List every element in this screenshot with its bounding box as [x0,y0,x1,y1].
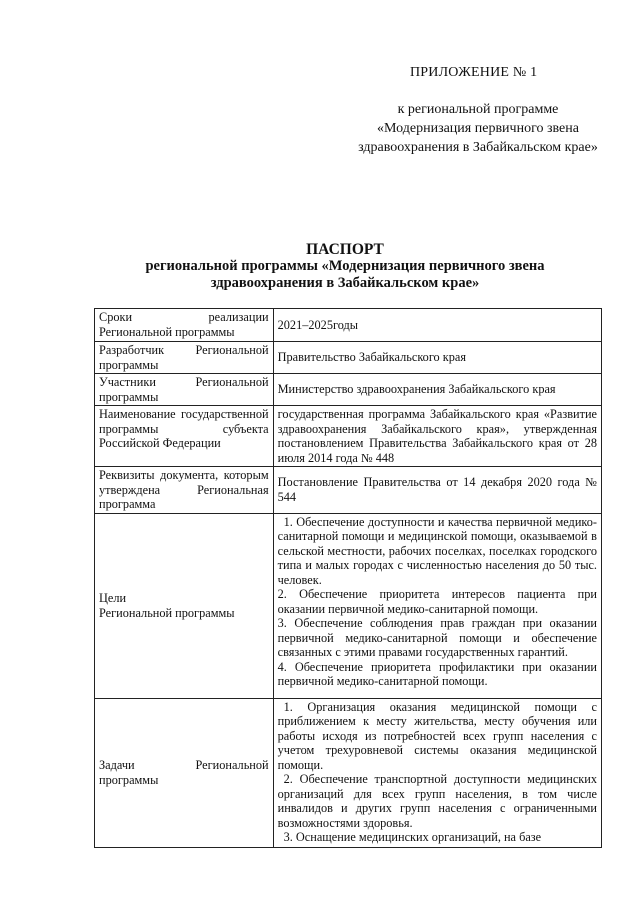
table-row-goals [95,513,602,698]
task-item-1: 1. Организация оказания медицинской помощи с приближением к месту жительства, месту обучения или работы исходя из потребностей всех групп населения с учетом трехуровневой системы оказания медицинской помощи. [277,699,597,772]
program-name-value: государственная программа Забайкальского края «Развитие здравоохранения Забайкальского края», утвержденная постановлением Правительства Забайкальского края от 28 июля 2014 года № 448 [273,406,601,467]
table-row-tasks [95,698,602,847]
passport-subheading-line2: здравоохранения в Забайкальском крае» [210,275,480,291]
tasks-value [273,698,601,847]
participants-label: Участники Региональной программы [95,374,274,406]
table-row-program-name [95,406,602,467]
goal-item-3: 3. Обеспечение соблюдения прав граждан при оказании первичной медико-санитарной помощи и обеспечение связанных с этими правами государственных гарантий. [277,616,597,659]
program-name-label: Наименование государственной программы субъекта Российской Федерации [95,406,274,467]
goals-value [273,513,601,698]
goal-item-2: 2. Обеспечение приоритета интересов пациента при оказании первичной медико-санитарной помощи. [277,587,597,616]
table-row-requisites [95,467,602,514]
goal-item-1: 1. Обеспечение доступности и качества первичной медико-санитарной помощи и медицинской помощи, оказываемой в сельской местности, рабочих поселках, поселках городского типа и малых городах с численностью населения до 50 тыс. человек. [277,514,597,587]
goal-item-4: 4. Обеспечение приоритета профилактики при оказании первичной медико-санитарной помощи. [277,659,597,688]
passport-title [90,241,600,292]
appendix-subtitle: к региональной программе «Модернизация первичного звена здравоохранения в Забайкальском крае» [358,102,598,155]
terms-label: Сроки реализации Региональной программы [95,309,274,342]
appendix-title: ПРИЛОЖЕНИЕ № 1 [410,65,538,80]
task-item-3: 3. Оснащение медицинских организаций, на базе [283,830,542,844]
participants-value: Министерство здравоохранения Забайкальского края [273,374,601,406]
goals-label-line1: Цели [99,591,127,605]
passport-subheading-line1: региональной программы «Модернизация первичного звена [145,258,545,274]
requisites-value: Постановление Правительства от 14 декабря 2020 года № 544 [273,467,601,514]
passport-heading: ПАСПОРТ [306,241,384,258]
terms-value: 2021–2025годы [273,309,601,342]
table-row-participants [95,374,602,406]
table-row-terms [95,309,602,342]
table-row-developer [95,342,602,374]
passport-table [94,308,602,848]
tasks-label: Задачи Региональной программы [95,698,274,847]
goals-label-line2: Региональной программы [99,605,235,620]
developer-label: Разработчик Региональной программы [95,342,274,374]
requisites-label: Реквизиты документа, которым утверждена Региональная программа [95,467,274,514]
task-item-2: 2. Обеспечение транспортной доступности медицинских организаций для всех групп населения, в том числе инвалидов и других групп населения с ограниченными возможностями здоровья. [277,772,597,830]
goals-label [95,513,274,698]
developer-value: Правительство Забайкальского края [273,342,601,374]
